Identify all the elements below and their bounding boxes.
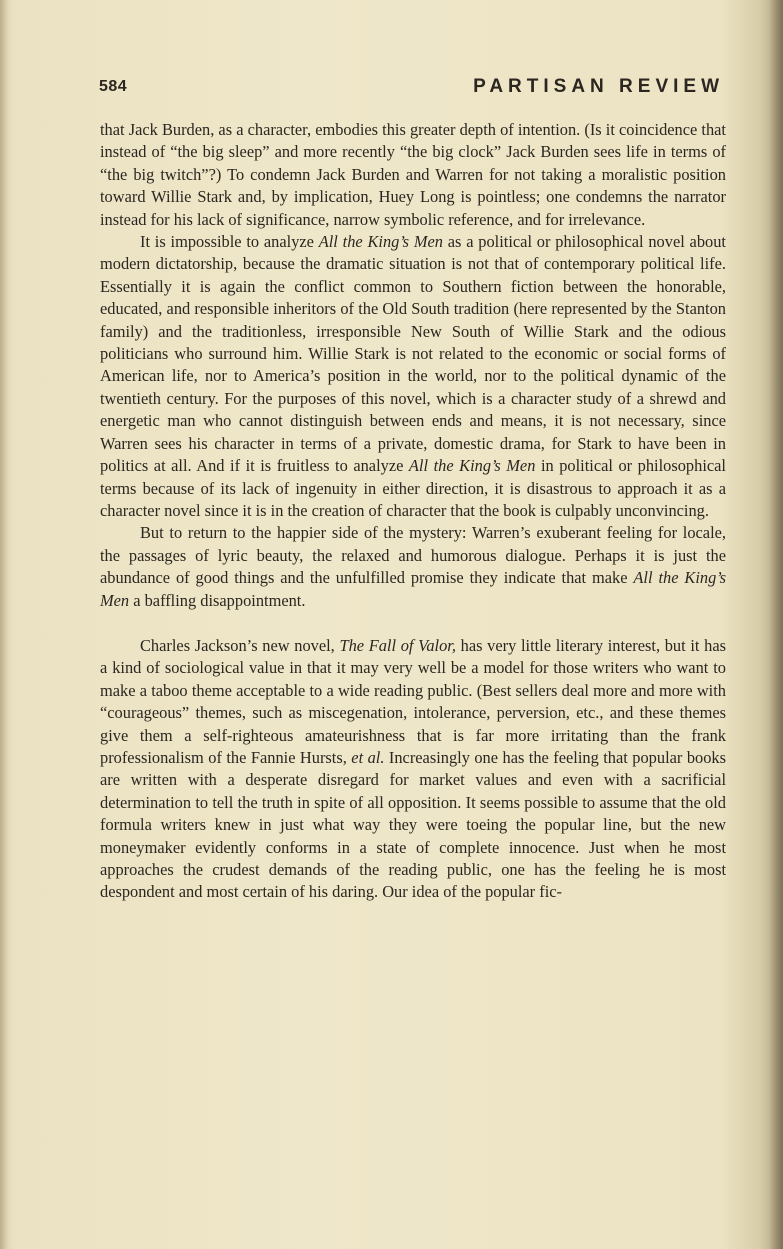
page-edge-shadow (769, 0, 783, 1249)
text-segment: a baffling disappointment. (129, 590, 306, 610)
book-title-italic: All the King’s Men (318, 232, 443, 252)
text-segment: It is impossible to analyze (140, 232, 319, 252)
text-segment: has very little literary interest, but it has a kind of sociological value in that it may very well be a model for those writers who want to make a taboo theme acceptable to a wide reading public. (Best sellers deal more and more with “courageous” themes, such as miscegenation, intolerance, perversion, etc., and these themes give them a self-righteous amateurishness that is far more irritating than the frank professionalism of the Fannie Hursts, (100, 635, 726, 767)
text-segment: as a political or philosophical novel about modern dictatorship, because the dramatic situation is not that of contemporary political life. Essentially it is again the conflict common to Southern fiction between the honorable, educated, and responsible inheritors of the Old South tradition (here represented by the Stanton family) and the traditionless, irresponsible New South of Willie Stark and the odious politicians who surround him. Willie Stark is not related to the economic or social forms of American life, nor to America’s position in the world, nor to the political dynamic of the twentieth century. For the purposes of this novel, which is a character study of a shrewd and energetic man who cannot distinguish between ends and means, it is not necessary, since Warren sees his character in terms of a private, domestic drama, for Stark to have been in politics at all. And if it is fruitless to analyze (100, 232, 726, 476)
paragraph-2 (100, 231, 726, 522)
text-segment: But to return to the happier side of the mystery: Warren’s exuberant feeling for locale, the passages of lyric beauty, the relaxed and humorous dialogue. Perhaps it is just the abundance of good things and the unfulfilled promise they indicate that make (100, 523, 726, 588)
page-header (99, 78, 724, 104)
text-segment: in political or philosophical terms because of its lack of ingenuity in either direction, it is disastrous to approach it as a character novel since it is in the creation of character that the book is culpably unconvincing. (100, 456, 726, 520)
text-segment: that Jack Burden, as a character, embodies this greater depth of intention. (Is it coincidence that instead of “the big sleep” and more recently “the big clock” Jack Burden sees life in terms of “the big twitch”?) To condemn Jack Burden and Warren for not taking a moralistic position toward Willie Stark and, by implication, Huey Long is pointless; one condemns the narrator instead for his lack of significance, narrow symbolic reference, and for irrelevance. (100, 120, 726, 229)
book-title-italic: The Fall of Valor, (339, 635, 456, 655)
running-head: PARTISAN REVIEW (473, 76, 724, 97)
paragraph-1 (100, 119, 726, 231)
book-title-italic: All the King’s Men (408, 456, 536, 476)
text-segment: Charles Jackson’s new novel, (140, 635, 340, 655)
body-text (100, 119, 726, 904)
page-number: 584 (99, 78, 128, 95)
paragraph-4 (100, 635, 726, 904)
latin-abbreviation-italic: et al. (351, 747, 385, 767)
paragraph-3 (100, 522, 726, 612)
book-title-italic: All the King’s Men (100, 568, 726, 610)
page-gutter-shadow (0, 0, 8, 1249)
text-segment: Increasingly one has the feeling that popular books are written with a desperate disregard for market values and even with a sacrificial determination to tell the truth in spite of all opposition. It seems possible to assume that the old formula writers knew in just what way they were toeing the popular line, but the new moneymaker evidently conforms in a state of complete innocence. Just when he most approaches the crudest demands of the reading public, one has the feeling he is most despondent and most certain of his daring. Our idea of the popular fic- (100, 747, 726, 902)
